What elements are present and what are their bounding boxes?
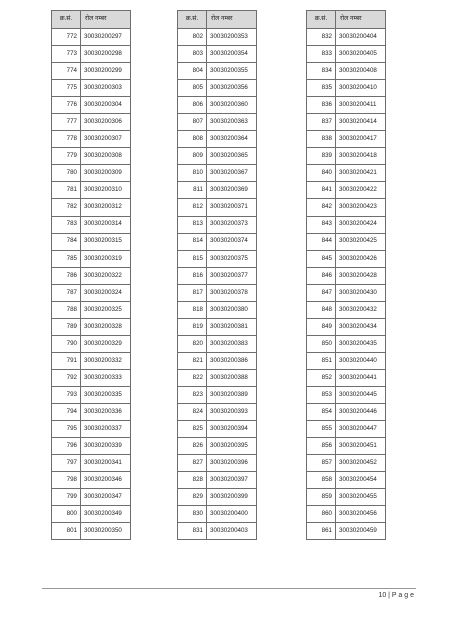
table-row [307,114,386,131]
roll-number-cell: 30030200363 [207,114,257,131]
table-row [178,97,257,114]
table-row [178,335,257,352]
serial-cell: 846 [307,267,336,284]
table-row [307,46,386,63]
roll-table-3 [306,10,386,540]
serial-cell: 858 [307,472,336,489]
serial-cell: 826 [178,438,207,455]
roll-number-cell: 30030200337 [81,421,131,438]
table-row [52,386,131,403]
serial-cell: 837 [307,114,336,131]
serial-cell: 821 [178,352,207,369]
serial-cell: 790 [52,335,81,352]
table-row [307,421,386,438]
serial-cell: 795 [52,421,81,438]
roll-number-cell: 30030200299 [81,63,131,80]
serial-cell: 783 [52,216,81,233]
roll-number-cell: 30030200426 [336,250,386,267]
roll-number-cell: 30030200403 [207,523,257,540]
serial-cell: 854 [307,404,336,421]
table-row [307,506,386,523]
roll-number-cell: 30030200367 [207,165,257,182]
roll-number-cell: 30030200396 [207,455,257,472]
table-row [178,63,257,80]
roll-number-cell: 30030200335 [81,386,131,403]
serial-cell: 786 [52,267,81,284]
roll-number-cell: 30030200377 [207,267,257,284]
roll-number-cell: 30030200329 [81,335,131,352]
table-row [178,80,257,97]
table-row [307,369,386,386]
table-row [307,63,386,80]
roll-number-cell: 30030200454 [336,472,386,489]
roll-number-cell: 30030200435 [336,335,386,352]
serial-cell: 818 [178,301,207,318]
roll-number-cell: 30030200354 [207,46,257,63]
roll-number-cell: 30030200297 [81,29,131,46]
table-row [307,29,386,46]
serial-cell: 827 [178,455,207,472]
table-row [52,165,131,182]
table-row [178,421,257,438]
table-row [178,369,257,386]
serial-cell: 796 [52,438,81,455]
serial-cell: 812 [178,199,207,216]
roll-number-cell: 30030200388 [207,369,257,386]
serial-cell: 819 [178,318,207,335]
table-row [52,369,131,386]
serial-header: क्र.सं. [307,11,336,29]
serial-cell: 834 [307,63,336,80]
serial-cell: 793 [52,386,81,403]
roll-number-cell: 30030200404 [336,29,386,46]
serial-cell: 777 [52,114,81,131]
roll-number-cell: 30030200422 [336,182,386,199]
serial-cell: 774 [52,63,81,80]
roll-number-cell: 30030200347 [81,489,131,506]
table-row [52,284,131,301]
roll-number-cell: 30030200393 [207,404,257,421]
roll-number-cell: 30030200353 [207,29,257,46]
roll-number-cell: 30030200417 [336,131,386,148]
footer-divider [42,588,416,589]
roll-number-cell: 30030200408 [336,63,386,80]
serial-cell: 813 [178,216,207,233]
roll-header: रोल नम्बर [81,11,131,29]
roll-number-cell: 30030200349 [81,506,131,523]
roll-number-cell: 30030200350 [81,523,131,540]
table-row [307,352,386,369]
table-row [52,80,131,97]
table-row [307,386,386,403]
serial-cell: 829 [178,489,207,506]
serial-cell: 843 [307,216,336,233]
table-row [52,352,131,369]
roll-table-2 [177,10,257,540]
serial-cell: 814 [178,233,207,250]
serial-cell: 809 [178,148,207,165]
table-row [178,250,257,267]
serial-cell: 855 [307,421,336,438]
roll-number-cell: 30030200395 [207,438,257,455]
table-row [52,46,131,63]
table-row [52,472,131,489]
roll-number-cell: 30030200322 [81,267,131,284]
serial-cell: 794 [52,404,81,421]
table-row [52,199,131,216]
serial-cell: 852 [307,369,336,386]
serial-cell: 841 [307,182,336,199]
serial-cell: 782 [52,199,81,216]
table-row [307,455,386,472]
roll-number-cell: 30030200307 [81,131,131,148]
roll-number-cell: 30030200298 [81,46,131,63]
roll-number-cell: 30030200339 [81,438,131,455]
table-row [178,455,257,472]
table-row [52,97,131,114]
serial-cell: 823 [178,386,207,403]
table-header-row [178,11,257,29]
table-row [307,523,386,540]
roll-number-cell: 30030200386 [207,352,257,369]
serial-cell: 781 [52,182,81,199]
serial-cell: 842 [307,199,336,216]
table-row [307,182,386,199]
roll-number-cell: 30030200365 [207,148,257,165]
roll-number-cell: 30030200375 [207,250,257,267]
table-row [52,216,131,233]
roll-number-cell: 30030200312 [81,199,131,216]
table-row [307,97,386,114]
table-row [52,63,131,80]
table-row [307,165,386,182]
serial-cell: 772 [52,29,81,46]
serial-cell: 797 [52,455,81,472]
roll-number-cell: 30030200341 [81,455,131,472]
serial-cell: 840 [307,165,336,182]
table-row [307,489,386,506]
roll-number-cell: 30030200440 [336,352,386,369]
serial-cell: 802 [178,29,207,46]
page-number: 10 | P a g e [378,592,414,599]
table-row [52,523,131,540]
serial-cell: 847 [307,284,336,301]
serial-cell: 836 [307,97,336,114]
roll-number-cell: 30030200383 [207,335,257,352]
table-row [52,182,131,199]
roll-header: रोल नम्बर [336,11,386,29]
roll-number-cell: 30030200389 [207,386,257,403]
table-row [307,80,386,97]
serial-cell: 853 [307,386,336,403]
roll-number-cell: 30030200423 [336,199,386,216]
roll-number-cell: 30030200411 [336,97,386,114]
serial-cell: 859 [307,489,336,506]
roll-number-cell: 30030200325 [81,301,131,318]
serial-cell: 791 [52,352,81,369]
table-row [52,506,131,523]
roll-number-cell: 30030200405 [336,46,386,63]
serial-cell: 832 [307,29,336,46]
table-row [52,318,131,335]
serial-cell: 810 [178,165,207,182]
serial-cell: 838 [307,131,336,148]
roll-number-cell: 30030200452 [336,455,386,472]
table-row [307,250,386,267]
roll-number-cell: 30030200314 [81,216,131,233]
table-row [52,114,131,131]
roll-number-cell: 30030200394 [207,421,257,438]
roll-number-cell: 30030200434 [336,318,386,335]
serial-cell: 800 [52,506,81,523]
serial-header: क्र.सं. [52,11,81,29]
table-row [178,318,257,335]
table-row [178,352,257,369]
roll-number-cell: 30030200380 [207,301,257,318]
table-row [52,250,131,267]
roll-number-cell: 30030200421 [336,165,386,182]
roll-number-cell: 30030200309 [81,165,131,182]
table-row [52,404,131,421]
serial-cell: 778 [52,131,81,148]
table-row [52,233,131,250]
table-row [178,386,257,403]
roll-number-cell: 30030200397 [207,472,257,489]
table-row [178,506,257,523]
table-row [307,131,386,148]
serial-cell: 828 [178,472,207,489]
serial-cell: 805 [178,80,207,97]
table-row [52,335,131,352]
serial-header: क्र.सं. [178,11,207,29]
roll-number-cell: 30030200355 [207,63,257,80]
serial-cell: 835 [307,80,336,97]
table-row [178,29,257,46]
table-header-row [52,11,131,29]
roll-number-cell: 30030200446 [336,404,386,421]
table-row [52,301,131,318]
roll-number-cell: 30030200346 [81,472,131,489]
serial-cell: 779 [52,148,81,165]
roll-number-cell: 30030200414 [336,114,386,131]
serial-cell: 850 [307,335,336,352]
table-row [307,267,386,284]
roll-number-cell: 30030200332 [81,352,131,369]
table-row [178,114,257,131]
roll-number-cell: 30030200333 [81,369,131,386]
serial-cell: 806 [178,97,207,114]
roll-number-cell: 30030200418 [336,148,386,165]
table-row [307,472,386,489]
roll-number-cell: 30030200424 [336,216,386,233]
table-row [178,489,257,506]
table-row [307,216,386,233]
roll-number-cell: 30030200364 [207,131,257,148]
roll-number-cell: 30030200451 [336,438,386,455]
roll-number-cell: 30030200336 [81,404,131,421]
serial-cell: 789 [52,318,81,335]
serial-cell: 775 [52,80,81,97]
roll-number-cell: 30030200445 [336,386,386,403]
roll-number-cell: 30030200324 [81,284,131,301]
table-row [52,29,131,46]
roll-number-cell: 30030200373 [207,216,257,233]
roll-number-cell: 30030200328 [81,318,131,335]
table-row [178,472,257,489]
table-row [307,284,386,301]
table-row [178,404,257,421]
roll-number-cell: 30030200399 [207,489,257,506]
serial-cell: 857 [307,455,336,472]
table-row [178,165,257,182]
roll-number-cell: 30030200356 [207,80,257,97]
table-header-row [307,11,386,29]
serial-cell: 785 [52,250,81,267]
serial-cell: 811 [178,182,207,199]
serial-cell: 776 [52,97,81,114]
roll-number-cell: 30030200303 [81,80,131,97]
serial-cell: 860 [307,506,336,523]
roll-number-cell: 30030200378 [207,284,257,301]
table-row [178,267,257,284]
serial-cell: 856 [307,438,336,455]
table-row [307,233,386,250]
table-row [178,199,257,216]
table-row [178,284,257,301]
serial-cell: 839 [307,148,336,165]
serial-cell: 780 [52,165,81,182]
serial-cell: 788 [52,301,81,318]
table-row [178,233,257,250]
table-row [307,404,386,421]
roll-number-cell: 30030200306 [81,114,131,131]
serial-cell: 822 [178,369,207,386]
roll-number-cell: 30030200455 [336,489,386,506]
serial-cell: 861 [307,523,336,540]
table-row [178,216,257,233]
table-row [178,131,257,148]
roll-number-cell: 30030200381 [207,318,257,335]
roll-number-cell: 30030200459 [336,523,386,540]
roll-number-cell: 30030200374 [207,233,257,250]
serial-cell: 799 [52,489,81,506]
roll-table-1 [51,10,131,540]
serial-cell: 773 [52,46,81,63]
serial-cell: 815 [178,250,207,267]
serial-cell: 804 [178,63,207,80]
serial-cell: 816 [178,267,207,284]
table-row [52,438,131,455]
table-row [178,46,257,63]
serial-cell: 833 [307,46,336,63]
serial-cell: 803 [178,46,207,63]
table-row [307,301,386,318]
roll-number-cell: 30030200304 [81,97,131,114]
table-row [52,131,131,148]
table-row [178,182,257,199]
table-row [52,267,131,284]
serial-cell: 844 [307,233,336,250]
serial-cell: 825 [178,421,207,438]
roll-number-cell: 30030200456 [336,506,386,523]
serial-cell: 824 [178,404,207,421]
table-row [307,335,386,352]
serial-cell: 784 [52,233,81,250]
serial-cell: 831 [178,523,207,540]
roll-number-cell: 30030200315 [81,233,131,250]
table-row [307,438,386,455]
roll-number-cell: 30030200410 [336,80,386,97]
table-row [307,318,386,335]
serial-cell: 801 [52,523,81,540]
table-row [52,148,131,165]
roll-header: रोल नम्बर [207,11,257,29]
table-row [178,148,257,165]
roll-number-cell: 30030200360 [207,97,257,114]
roll-number-cell: 30030200371 [207,199,257,216]
table-row [178,523,257,540]
roll-number-cell: 30030200369 [207,182,257,199]
serial-cell: 820 [178,335,207,352]
serial-cell: 851 [307,352,336,369]
serial-cell: 848 [307,301,336,318]
serial-cell: 845 [307,250,336,267]
table-row [52,421,131,438]
serial-cell: 798 [52,472,81,489]
serial-cell: 807 [178,114,207,131]
table-row [52,489,131,506]
roll-number-cell: 30030200430 [336,284,386,301]
table-row [178,438,257,455]
table-row [307,148,386,165]
serial-cell: 808 [178,131,207,148]
roll-number-cell: 30030200308 [81,148,131,165]
table-row [52,455,131,472]
serial-cell: 787 [52,284,81,301]
roll-number-cell: 30030200428 [336,267,386,284]
roll-number-cell: 30030200319 [81,250,131,267]
roll-number-cell: 30030200310 [81,182,131,199]
serial-cell: 792 [52,369,81,386]
serial-cell: 830 [178,506,207,523]
table-row [178,301,257,318]
serial-cell: 817 [178,284,207,301]
table-row [307,199,386,216]
roll-number-cell: 30030200400 [207,506,257,523]
roll-number-cell: 30030200441 [336,369,386,386]
roll-number-cell: 30030200447 [336,421,386,438]
serial-cell: 849 [307,318,336,335]
roll-number-cell: 30030200425 [336,233,386,250]
roll-number-cell: 30030200432 [336,301,386,318]
